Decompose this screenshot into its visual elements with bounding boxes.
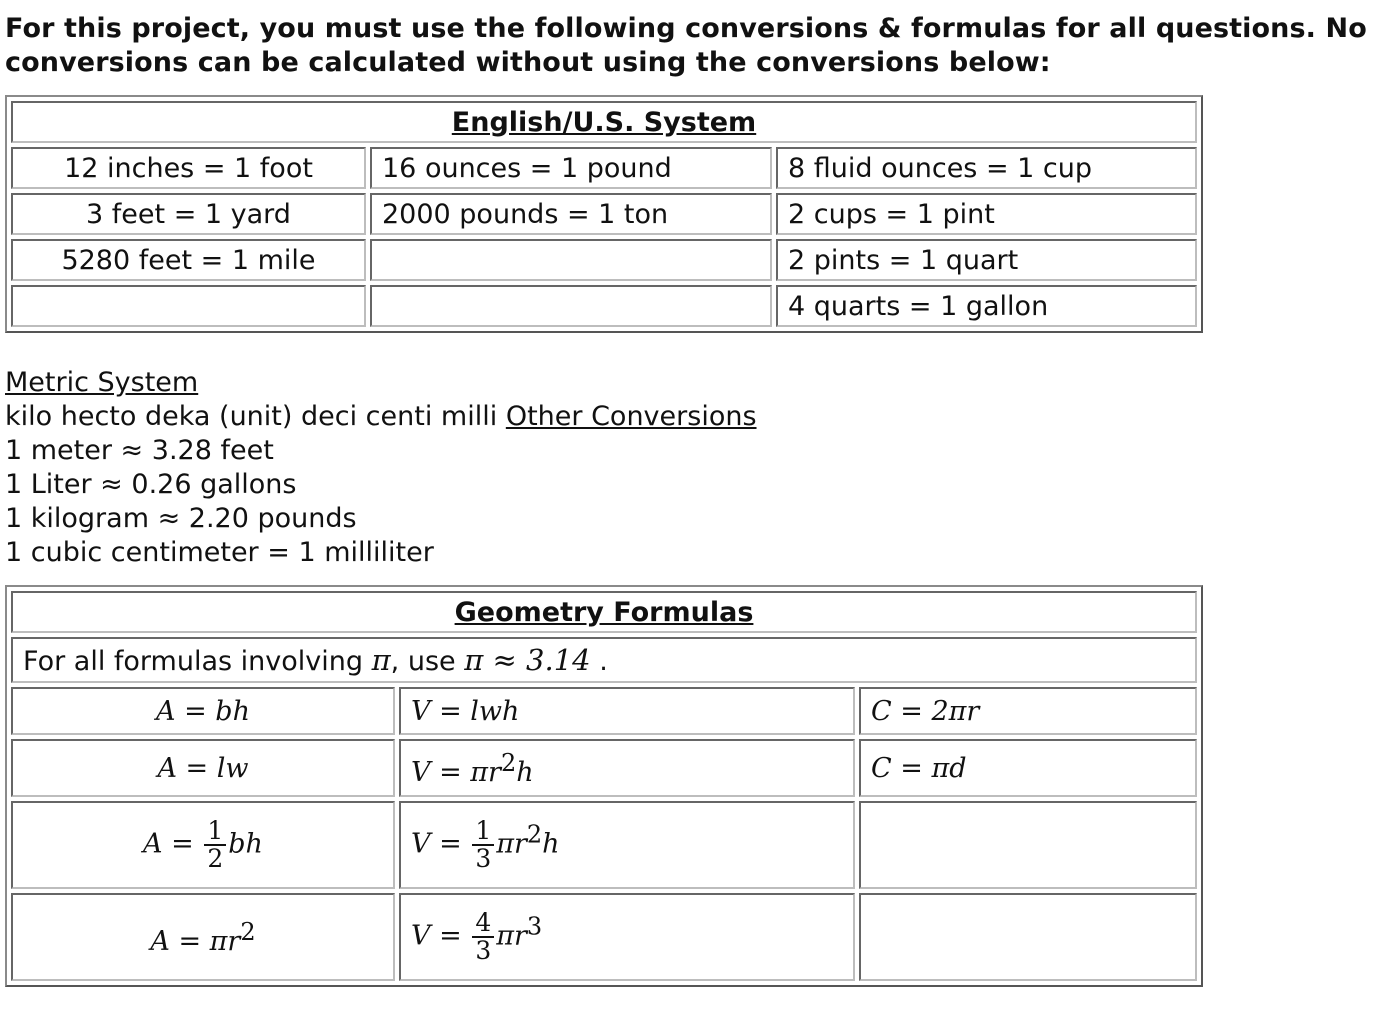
- metric-conversion: 1 meter ≈ 3.28 feet: [5, 435, 274, 466]
- english-system-table: [5, 95, 1203, 333]
- pi-note-end: .: [599, 646, 608, 677]
- volume-cylinder-base: V = πr: [411, 756, 501, 788]
- volume-cone-rhs: πr: [496, 828, 527, 860]
- empty-cell: [370, 239, 772, 281]
- metric-conversion: 1 Liter ≈ 0.26 gallons: [5, 469, 297, 500]
- volume-sphere-formula: [399, 893, 855, 981]
- metric-conversion: 1 cubic centimeter = 1 milliliter: [5, 537, 434, 568]
- instructions-line-2: conversions can be calculated without using the conversions below:: [5, 47, 1051, 78]
- fraction-denominator: 3: [475, 844, 492, 873]
- metric-system-title: Metric System: [5, 367, 199, 398]
- volume-cylinder-tail: h: [516, 756, 534, 788]
- fraction-numerator: 1: [204, 818, 226, 846]
- circumference-radius-formula: C = 2πr: [859, 687, 1197, 735]
- fraction-numerator: 1: [472, 818, 494, 846]
- pi-note-prefix: For all formulas involving: [23, 646, 364, 677]
- metric-prefixes: kilo hecto deka (unit) deci centi milli: [5, 401, 498, 432]
- pi-approximation: π ≈ 3.14: [464, 643, 591, 677]
- area-circle-formula: [11, 893, 395, 981]
- other-conversions-title: Other Conversions: [505, 401, 757, 432]
- fraction-denominator: 2: [207, 844, 224, 873]
- instructions-line-1: For this project, you must use the following conversions & formulas for all questions. No: [5, 13, 1367, 44]
- conversion-cell: 12 inches = 1 foot: [11, 147, 366, 189]
- area-rectangle-formula: A = lw: [11, 739, 395, 797]
- empty-cell: [859, 893, 1197, 981]
- volume-cone-formula: [399, 801, 855, 889]
- volume-cone-lhs: V =: [411, 828, 462, 860]
- conversion-cell: 3 feet = 1 yard: [11, 193, 366, 235]
- instructions-paragraph: [5, 12, 1375, 80]
- metric-prefix-line: [5, 400, 757, 434]
- area-parallelogram-formula: A = bh: [11, 687, 395, 735]
- area-triangle-rhs: bh: [228, 828, 263, 860]
- area-triangle-fraction: [204, 818, 226, 872]
- conversion-cell: 2 cups = 1 pint: [776, 193, 1197, 235]
- area-circle-base: A = πr: [150, 925, 241, 957]
- area-triangle-lhs: A =: [143, 828, 194, 860]
- conversion-cell: 2000 pounds = 1 ton: [370, 193, 772, 235]
- conversion-cell: 4 quarts = 1 gallon: [776, 285, 1197, 327]
- volume-cone-fraction: [472, 818, 494, 872]
- circumference-diameter-formula: C = πd: [859, 739, 1197, 797]
- volume-sphere-fraction: [472, 910, 494, 964]
- volume-cylinder-formula: [399, 739, 855, 797]
- fraction-numerator: 4: [472, 910, 494, 938]
- area-circle-exponent: 2: [240, 917, 256, 946]
- volume-sphere-rhs: πr: [496, 920, 527, 952]
- conversion-cell: 16 ounces = 1 pound: [370, 147, 772, 189]
- metric-system-section: [5, 366, 757, 570]
- metric-conversion: 1 kilogram ≈ 2.20 pounds: [5, 503, 357, 534]
- volume-sphere-exponent: 3: [526, 912, 543, 941]
- pi-note: [11, 637, 1197, 683]
- volume-sphere-lhs: V =: [411, 920, 462, 952]
- empty-cell: [370, 285, 772, 327]
- pi-symbol: π: [371, 643, 391, 677]
- empty-cell: [11, 285, 366, 327]
- empty-cell: [859, 801, 1197, 889]
- english-system-title: English/U.S. System: [11, 101, 1197, 143]
- volume-cone-tail: h: [542, 828, 560, 860]
- geometry-formulas-table: [5, 585, 1203, 987]
- geometry-formulas-title: Geometry Formulas: [11, 591, 1197, 633]
- volume-prism-formula: V = lwh: [399, 687, 855, 735]
- conversion-cell: 5280 feet = 1 mile: [11, 239, 366, 281]
- conversion-cell: 2 pints = 1 quart: [776, 239, 1197, 281]
- volume-cone-exponent: 2: [526, 820, 543, 849]
- pi-note-mid: , use: [390, 646, 456, 677]
- area-triangle-formula: [11, 801, 395, 889]
- fraction-denominator: 3: [475, 936, 492, 965]
- conversion-cell: 8 fluid ounces = 1 cup: [776, 147, 1197, 189]
- volume-cylinder-exponent: 2: [500, 748, 517, 777]
